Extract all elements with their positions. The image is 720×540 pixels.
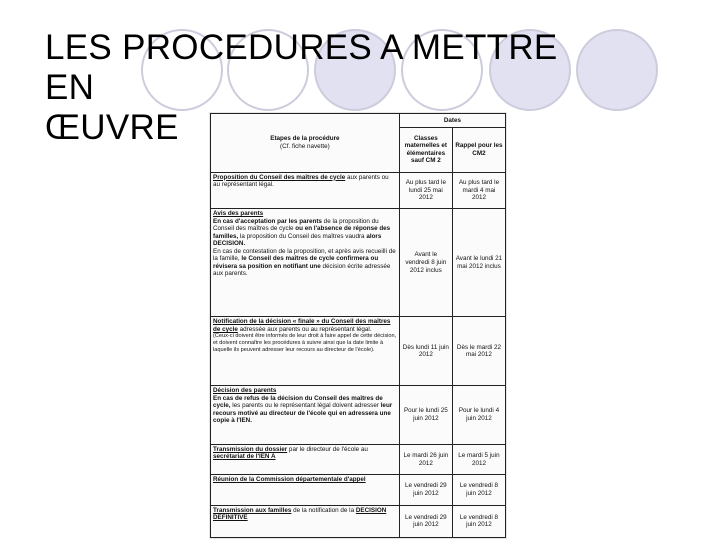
- row-date-classes: Le vendredi 29 juin 2012: [399, 505, 452, 537]
- row-date-classes: Au plus tard le lundi 25 mai 2012: [399, 172, 452, 208]
- row-date-classes: Dès lundi 11 juin 2012: [399, 317, 452, 386]
- slide-title-line-1: LES PROCEDURES A METTRE EN: [45, 28, 558, 107]
- row-text-bold: ou en l'absence de réponse des familles,: [213, 225, 391, 240]
- row-text-bold: le Conseil des maîtres de cycle confirmera ou révisera sa position en notifiant une: [213, 255, 379, 270]
- row-date-classes: Le mardi 26 juin 2012: [399, 444, 452, 474]
- row-step: [211, 475, 400, 505]
- row-text-bold: leur recours motivé au directeur de l'école qui en adressera une copie à l'IEN.: [213, 402, 393, 425]
- row-text: les parents ou le représentant légal doivent adresser: [230, 402, 381, 410]
- header-etapes: [211, 114, 400, 173]
- row-step: [211, 505, 400, 537]
- row-title: Proposition du Conseil des maîtres de cycle: [213, 173, 346, 181]
- header-col-cm2: Rappel pour les CM2: [452, 128, 505, 173]
- scanned-procedure-table: [210, 113, 506, 538]
- row-title: Transmission du dossier: [213, 445, 288, 453]
- row-date-cm2: Dès le mardi 22 mai 2012: [452, 317, 505, 386]
- table-row: [211, 505, 506, 537]
- row-step: [211, 444, 400, 474]
- row-date-cm2: Le vendredi 8 juin 2012: [452, 505, 505, 537]
- row-text: de la proposition du Conseil des maîtres de cycle: [213, 217, 379, 233]
- row-date-classes: Avant le vendredi 8 juin 2012 inclus: [399, 209, 452, 317]
- row-title-2: secrétariat de l'IEN A: [213, 453, 276, 461]
- row-date-classes: Pour le lundi 25 juin 2012: [399, 386, 452, 445]
- row-text: aux parents ou au représentant légal.: [213, 173, 389, 189]
- row-title: Avis des parents: [213, 210, 264, 218]
- table-row: [211, 386, 506, 445]
- row-paragraph-2: [213, 248, 397, 278]
- row-step: [211, 209, 400, 317]
- header-etapes-label: Etapes de la procédure: [270, 135, 340, 143]
- table-row: [211, 475, 506, 505]
- row-date-cm2: Pour le lundi 4 juin 2012: [452, 386, 505, 445]
- table-row: [211, 172, 506, 208]
- row-title: Décision des parents: [213, 387, 277, 395]
- row-step: [211, 386, 400, 445]
- slide-title-line-2: ŒUVRE: [45, 108, 179, 147]
- row-text: adressée aux parents ou au représentant légal.: [237, 325, 372, 333]
- row-paragraph-1: [213, 395, 397, 425]
- table-row: [211, 317, 506, 386]
- row-date-cm2: Au plus tard le mardi 4 mai 2012: [452, 172, 505, 208]
- row-title: Transmission aux familles: [213, 506, 292, 514]
- row-text: la proposition du Conseil des maîtres vaudra: [238, 232, 367, 240]
- row-text-bold: En cas de refus de la décision du Conseil des maîtres de cycle,: [213, 394, 383, 410]
- row-title-2: DECISION DEFINITIVE: [213, 506, 387, 522]
- row-date-cm2: Le vendredi 8 juin 2012: [452, 475, 505, 505]
- row-title: Notification de la décision « finale » du Conseil des maîtres de cycle: [213, 318, 391, 333]
- row-step: [211, 172, 400, 208]
- row-text: de la notification de la: [291, 506, 356, 514]
- header-dates: Dates: [399, 114, 505, 128]
- row-text: décision écrite adressée aux parents.: [213, 262, 391, 278]
- row-date-cm2: Avant le lundi 21 mai 2012 inclus: [452, 209, 505, 317]
- procedure-table: [210, 113, 506, 538]
- row-text-bold: En cas d'acceptation par les parents: [213, 217, 322, 225]
- row-note: (Ceux-ci doivent être informés de leur droit à faire appel de cette décision, et doivent connaître les procédures à suivre ainsi que la date limite à laquelle ils peuvent adresser leur recours au directeur de l'école).: [213, 333, 397, 353]
- header-col-classes: Classes maternelles et élémentaires sauf CM 2: [399, 128, 452, 173]
- row-title: Réunion de la Commission départementale d'appel: [213, 476, 366, 484]
- header-etapes-sub: (Cf. fiche navette): [280, 142, 330, 150]
- row-text: par le directeur de l'école au: [287, 445, 368, 453]
- table-row: [211, 444, 506, 474]
- row-text: En cas de contestation de la proposition, et après avis recueilli de la famille,: [213, 247, 396, 263]
- row-date-cm2: Le mardi 5 juin 2012: [452, 444, 505, 474]
- row-date-classes: Le vendredi 29 juin 2012: [399, 475, 452, 505]
- row-text-bold: alors DECISION.: [213, 232, 382, 248]
- row-paragraph-1: [213, 218, 397, 248]
- row-step: [211, 317, 400, 386]
- table-row: [211, 209, 506, 317]
